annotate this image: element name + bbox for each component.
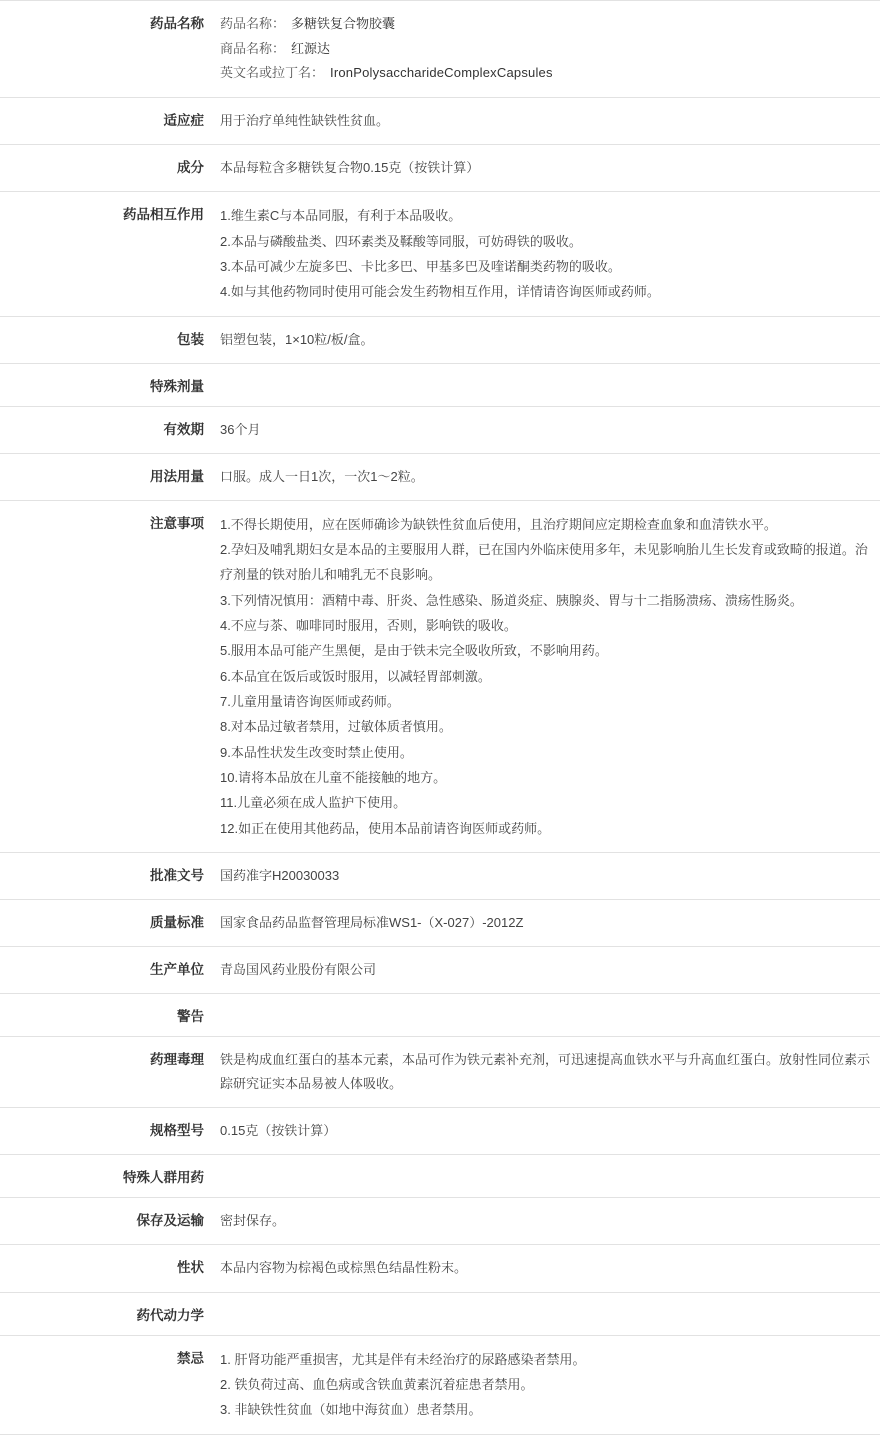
row-value-text — [220, 375, 872, 393]
table-row — [0, 1245, 880, 1292]
row-value — [212, 900, 880, 947]
table-row — [0, 1, 880, 98]
table-row — [0, 1155, 880, 1198]
row-value-empty — [212, 994, 880, 1037]
table-row — [0, 363, 880, 406]
table-row — [0, 1198, 880, 1245]
row-value — [212, 406, 880, 453]
row-value — [212, 947, 880, 994]
drug-info-table-body — [0, 1, 880, 1435]
row-value-text: 36个月 — [220, 421, 261, 437]
row-value — [212, 316, 880, 363]
list-item: 9.本品性状发生改变时禁止使用。 — [220, 744, 413, 760]
row-label: 生产单位 — [150, 962, 204, 978]
trade-name-line — [220, 37, 872, 62]
table-row — [0, 900, 880, 947]
table-row — [0, 192, 880, 316]
row-value-text: 本品每粒含多糖铁复合物0.15克（按铁计算） — [220, 160, 480, 176]
list-item: 3. 非缺铁性贫血（如地中海贫血）患者禁用。 — [220, 1402, 482, 1418]
table-row — [0, 1108, 880, 1155]
list-item: 4.不应与茶、咖啡同时服用，否则，影响铁的吸收。 — [220, 618, 517, 634]
list-item: 2. 铁负荷过高、血色病或含铁血黄素沉着症患者禁用。 — [220, 1376, 534, 1392]
table-row — [0, 1037, 880, 1108]
table-row — [0, 453, 880, 500]
row-value — [212, 98, 880, 145]
row-value-text: 密封保存。 — [220, 1213, 286, 1229]
drug-name-key: 药品名称： — [220, 16, 286, 31]
row-label: 保存及运输 — [136, 1213, 204, 1229]
row-label: 药代动力学 — [136, 1307, 204, 1323]
list-item: 3.本品可减少左旋多巴、卡比多巴、甲基多巴及喹诺酮类药物的吸收。 — [220, 258, 621, 274]
list-item: 2.本品与磷酸盐类、四环素类及鞣酸等同服，可妨碍铁的吸收。 — [220, 233, 582, 249]
row-value-list — [212, 500, 880, 852]
table-row — [0, 98, 880, 145]
row-value-empty — [212, 1155, 880, 1198]
trade-name-value: 红源达 — [291, 40, 331, 56]
row-label: 特殊剂量 — [150, 378, 204, 394]
row-value — [212, 1198, 880, 1245]
row-value-list — [212, 1335, 880, 1434]
list-item: 1.不得长期使用，应在医师确诊为缺铁性贫血后使用，且治疗期间应定期检查血象和血清铁水平。 — [220, 516, 777, 532]
row-value — [212, 1245, 880, 1292]
table-row — [0, 947, 880, 994]
row-label: 药品相互作用 — [123, 207, 204, 223]
row-label: 警告 — [177, 1009, 204, 1025]
table-row — [0, 1292, 880, 1335]
drug-name-value: 多糖铁复合物胶囊 — [291, 16, 396, 31]
row-label: 性状 — [177, 1260, 204, 1276]
row-label: 规格型号 — [150, 1123, 204, 1139]
row-label: 注意事项 — [150, 515, 204, 531]
row-label: 有效期 — [163, 421, 204, 437]
row-value-empty — [212, 1292, 880, 1335]
row-value-text: 用于治疗单纯性缺铁性贫血。 — [220, 113, 390, 129]
table-row — [0, 145, 880, 192]
row-value-text — [220, 1005, 872, 1023]
row-value — [212, 1037, 880, 1108]
list-item: 8.对本品过敏者禁用，过敏体质者慎用。 — [220, 719, 452, 735]
row-value-empty — [212, 363, 880, 406]
row-value-text: 0.15克（按铁计算） — [220, 1123, 337, 1139]
list-item: 11.儿童必须在成人监护下使用。 — [220, 795, 407, 811]
row-value — [212, 1108, 880, 1155]
latin-name-value: IronPolysaccharideComplexCapsules — [330, 65, 553, 81]
row-value-text: 铝塑包装，1×10粒/板/盒。 — [220, 331, 374, 347]
table-row — [0, 316, 880, 363]
table-row — [0, 1335, 880, 1434]
table-row — [0, 500, 880, 852]
row-label: 特殊人群用药 — [123, 1170, 204, 1186]
list-item: 1.维生素C与本品同服，有利于本品吸收。 — [220, 208, 462, 224]
list-item: 2.孕妇及哺乳期妇女是本品的主要服用人群，已在国内外临床使用多年，未见影响胎儿生长发育或致畸的报道。治疗剂量的铁对胎儿和哺乳无不良影响。 — [220, 542, 868, 583]
list-item: 12.如正在使用其他药品，使用本品前请咨询医师或药师。 — [220, 820, 551, 836]
row-value-text: 国药准字H20030033 — [220, 868, 340, 884]
list-item: 10.请将本品放在儿童不能接触的地方。 — [220, 770, 447, 786]
row-value-text: 国家食品药品监督管理局标准WS1-（X-027）-2012Z — [220, 915, 524, 931]
table-row — [0, 853, 880, 900]
row-label: 包装 — [177, 331, 204, 347]
list-item: 7.儿童用量请咨询医师或药师。 — [220, 694, 400, 710]
row-label: 质量标准 — [150, 915, 204, 931]
list-item: 6.本品宜在饭后或饭时服用，以减轻胃部刺激。 — [220, 668, 491, 684]
row-value-list — [212, 192, 880, 316]
table-row — [0, 406, 880, 453]
row-label: 药品名称 — [150, 16, 204, 31]
row-label: 禁忌 — [177, 1350, 204, 1366]
row-label: 成分 — [177, 160, 204, 176]
list-item: 3.下列情况慎用：酒精中毒、肝炎、急性感染、肠道炎症、胰腺炎、胃与十二指肠溃疡、溃疡性肠炎。 — [220, 592, 803, 608]
row-value-text: 青岛国风药业股份有限公司 — [220, 962, 377, 978]
list-item: 5.服用本品可能产生黑便，是由于铁未完全吸收所致，不影响用药。 — [220, 643, 608, 659]
row-value-text — [220, 1304, 872, 1322]
row-label: 批准文号 — [150, 868, 204, 884]
row-value-name-block — [212, 1, 880, 98]
row-label: 药理毒理 — [150, 1052, 204, 1068]
row-value-text: 铁是构成血红蛋白的基本元素，本品可作为铁元素补充剂，可迅速提高血铁水平与升高血红蛋白。放射性同位素示踪研究证实本品易被人体吸收。 — [220, 1052, 871, 1092]
list-item: 1. 肝肾功能严重损害，尤其是伴有未经治疗的尿路感染者禁用。 — [220, 1351, 586, 1367]
row-value — [212, 145, 880, 192]
table-row — [0, 994, 880, 1037]
row-value-text: 口服。成人一日1次，一次1～2粒。 — [220, 468, 424, 484]
row-label: 适应症 — [163, 113, 204, 129]
trade-name-key: 商品名称： — [220, 40, 286, 56]
row-value-text — [220, 1166, 872, 1184]
drug-name-line — [220, 12, 872, 37]
row-label: 用法用量 — [150, 468, 204, 484]
latin-name-key: 英文名或拉丁名： — [220, 65, 325, 81]
row-value — [212, 853, 880, 900]
latin-name-line — [220, 61, 872, 86]
list-item: 4.如与其他药物同时使用可能会发生药物相互作用，详情请咨询医师或药师。 — [220, 284, 660, 300]
row-value — [212, 453, 880, 500]
row-value-text: 本品内容物为棕褐色或棕黑色结晶性粉末。 — [220, 1260, 468, 1276]
